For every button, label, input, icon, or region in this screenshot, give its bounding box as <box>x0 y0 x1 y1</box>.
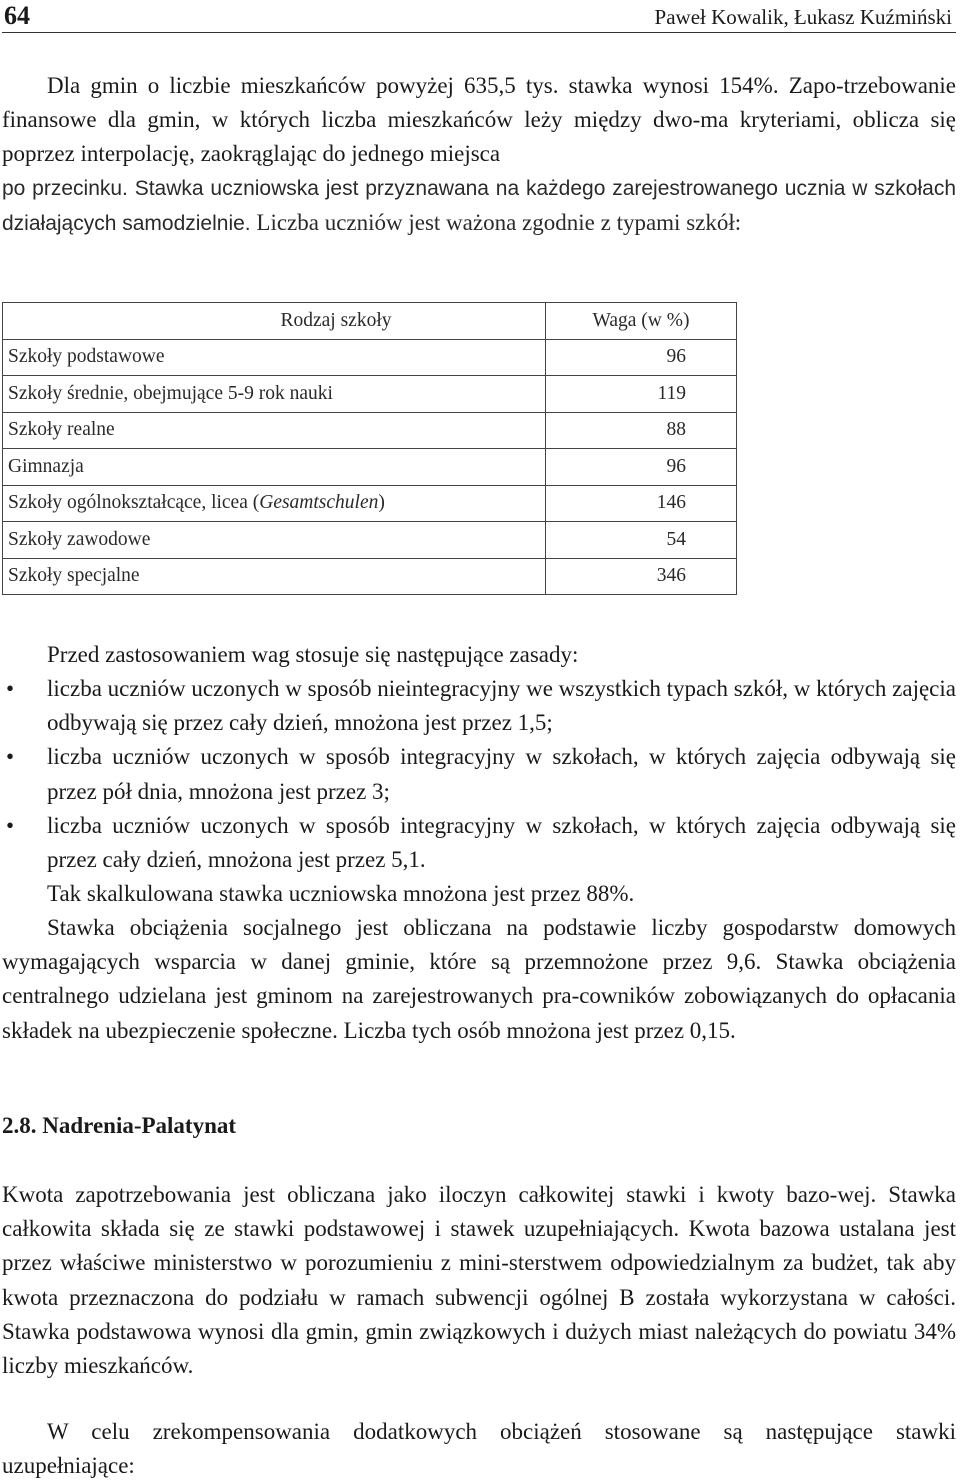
running-head-authors: Paweł Kowalik, Łukasz Kuźmiński <box>654 5 952 29</box>
social-paragraph: Stawka obciążenia socjalnego jest obliczana na podstawie liczby gospodarstw domowych wymagających wsparcia w danej gminie, które są przemnożone przez 9,6. Stawka obciążenia centralnego udzielana jest gminom na zarejestrowanych pra-cowników zobowiązanych do opłacania składek na ubezpieczenie społeczne. Liczba tych osób mnożona jest przez 0,15. <box>2 915 956 1043</box>
row-school-type: Szkoły zawodowe <box>3 522 546 559</box>
row-weight: 146 <box>546 485 737 522</box>
section-title: 2.8. Nadrenia-Palatynat <box>2 1113 237 1138</box>
rules-after: Tak skalkulowana stawka uczniowska mnożona jest przez 88%. <box>47 881 635 906</box>
header-weight: Waga (w %) <box>546 303 737 340</box>
row-weight: 119 <box>546 376 737 413</box>
intro-serif-tail: Liczba uczniów jest ważona zgodnie z typami szkół: <box>250 210 742 236</box>
table-row <box>3 558 737 595</box>
last-paragraph: W celu zrekompensowania dodatkowych obciążeń stosowane są następujące stawki uzupełniające: <box>2 1419 956 1479</box>
page-header <box>2 0 956 33</box>
list-item <box>2 809 956 877</box>
intro-text: Dla gmin o liczbie mieszkańców powyżej 635,5 tys. stawka wynosi 154%. Zapo-trzebowanie finansowe dla gmin, w których liczba mieszkańców leży między dwo-ma kryteriami, oblicza się poprzez interpolację, zaokrąglając do jednego miejsca <box>2 73 956 167</box>
intro-paragraph-serif <box>2 69 956 172</box>
row-school-type: Szkoły podstawowe <box>3 339 546 376</box>
table-row <box>3 522 737 559</box>
row-school-type <box>3 485 546 522</box>
list-item-text: liczba uczniów uczonych w sposób nieintegracyjny we wszystkich typach szkół, w których zajęcia odbywają się przez cały dzień, mnożona jest przez 1,5; <box>47 676 956 736</box>
table-header-row <box>3 303 737 340</box>
table-row <box>3 339 737 376</box>
table-row <box>3 376 737 413</box>
school-weights-table <box>2 302 737 595</box>
header-school-type: Rodzaj szkoły <box>3 303 546 340</box>
row-school-type: Szkoły średnie, obejmujące 5-9 rok nauki <box>3 376 546 413</box>
table-row <box>3 485 737 522</box>
row-weight: 54 <box>546 522 737 559</box>
table-row <box>3 412 737 449</box>
rules-intro: Przed zastosowaniem wag stosuje się następujące zasady: <box>47 642 579 667</box>
row-school-type: Gimnazja <box>3 449 546 486</box>
list-item <box>2 740 956 808</box>
type-italic: Gesamtschulen <box>259 492 379 514</box>
bullet-icon: • <box>6 744 15 770</box>
row-school-type: Szkoły specjalne <box>3 558 546 595</box>
intro-paragraph-sans <box>2 172 956 241</box>
rules-bullet-list <box>2 672 956 877</box>
row-school-type: Szkoły realne <box>3 412 546 449</box>
row-weight: 96 <box>546 449 737 486</box>
list-item-text: liczba uczniów uczonych w sposób integracyjny w szkołach, w których zajęcia odbywają się przez cały dzień, mnożona jest przez 5,1. <box>47 812 956 873</box>
type-prefix: Szkoły ogólnokształcące, licea ( <box>8 492 260 514</box>
row-weight: 346 <box>546 558 737 595</box>
row-weight: 88 <box>546 412 737 449</box>
intro-sans-text: po przecinku. Stawka uczniowska jest przyznawana na każdego zarejestrowanego ucznia w szkołach działających samodzielnie. <box>2 177 956 236</box>
list-item-text: liczba uczniów uczonych w sposób integracyjny w szkołach, w których zajęcia odbywają się przez pół dnia, mnożona jest przez 3; <box>47 744 956 804</box>
table-row <box>3 449 737 486</box>
bullet-icon: • <box>6 676 15 701</box>
list-item <box>2 672 956 740</box>
page-number: 64 <box>4 1 30 30</box>
bullet-icon: • <box>6 812 15 838</box>
row-weight: 96 <box>546 339 737 376</box>
section-paragraph: Kwota zapotrzebowania jest obliczana jako iloczyn całkowitej stawki i kwoty bazo-wej. Stawka całkowita składa się ze stawki podstawowej i stawek uzupełniających. Kwota bazowa ustalana jest przez właściwe ministerstwo w porozumieniu z mini-sterstwem odpowiedzialnym za budżet, tak aby kwota przeznaczona do podziału w ramach subwencji ogólnej B została wykorzystana w całości. Stawka podstawowa wynosi dla gmin, gmin związkowych i dużych miast należących do powiatu 34% liczby mieszkańców. <box>2 1182 956 1379</box>
type-suffix: ) <box>378 492 385 514</box>
